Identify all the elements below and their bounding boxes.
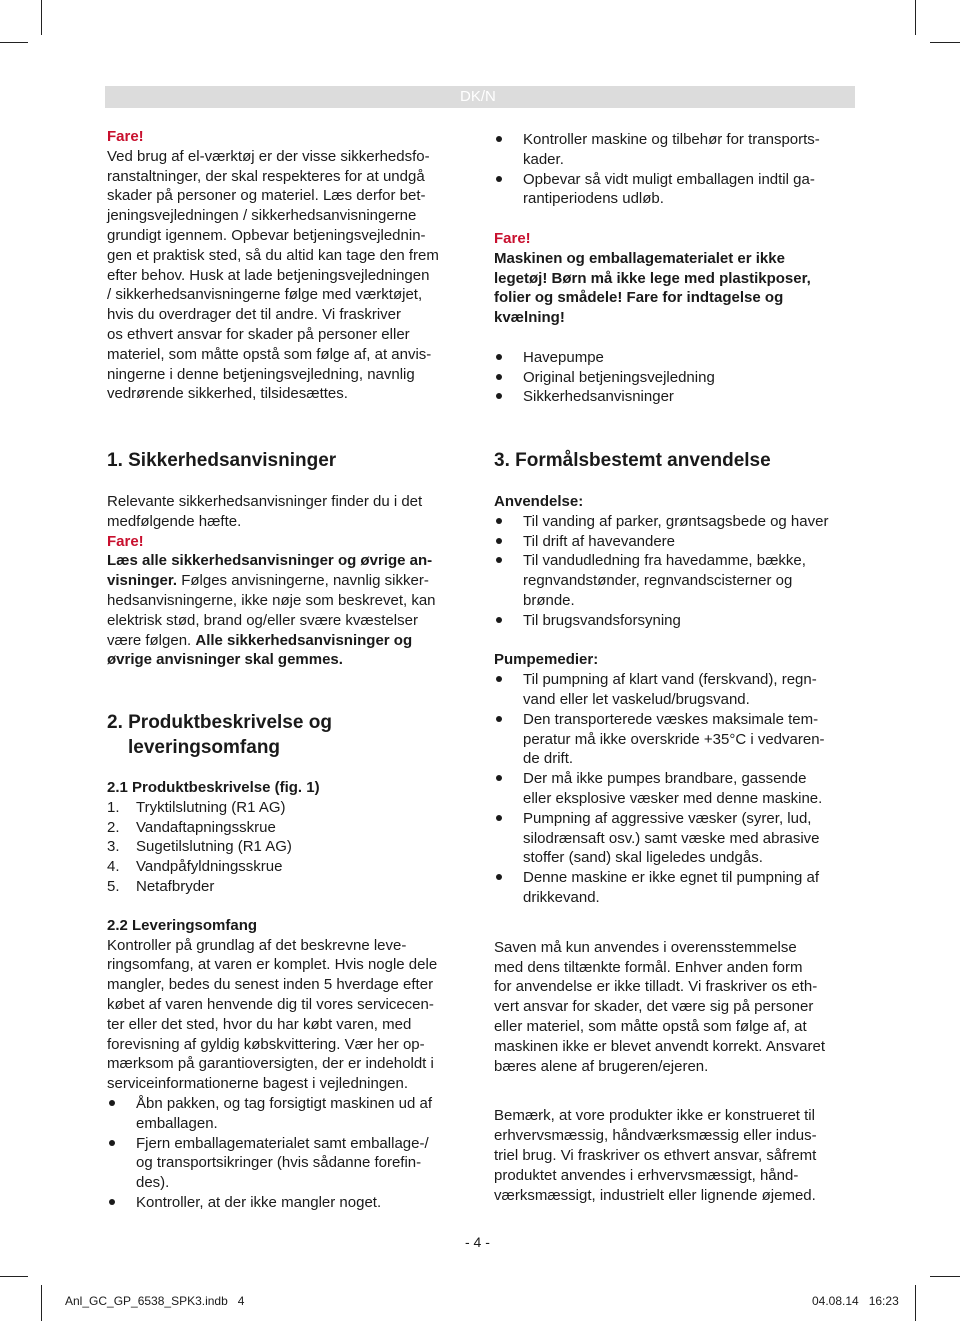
crop-mark [0, 42, 28, 43]
text-line: jeningsvejledningen / sikkerhedsanvisningerne [107, 207, 417, 225]
text-line: triel brug. Vi fraskriver os ethvert ansvar, såfremt [494, 1146, 817, 1164]
fare-label: Fare! [107, 128, 144, 145]
text-line: / sikkerhedsanvisningerne følge med værktøjet, [107, 286, 423, 304]
section-heading: 1. Sikkerhedsanvisninger [107, 450, 337, 471]
footer-filename: Anl_GC_GP_6538_SPK3.indb 4 [65, 1294, 245, 1308]
scope-list [494, 348, 859, 407]
bullet-list [107, 1094, 472, 1213]
section-heading: leveringsomfang [128, 737, 281, 758]
text-line: Ved brug af el-værktøj er der visse sikkerhedsfo- [107, 147, 430, 165]
warning-line: Maskinen og emballagematerialet er ikke [494, 249, 785, 267]
crop-mark [930, 1276, 960, 1277]
list-item: Den transporterede væskes maksimale tem- peratur må ikke overskride +35°C i vedvaren- de drift. [494, 710, 859, 769]
text-line: ter eller det sted, hvor du har købt varen, med [107, 1015, 412, 1033]
list-item: Til vandudledning fra havedamme, bække, regnvandstønder, regnvandscisterner og brønde. [494, 551, 859, 610]
crop-mark [915, 0, 916, 35]
text-line: serviceinformationerne bagest i vejledningen. [107, 1075, 409, 1093]
list-item: Til pumpning af klart vand (ferskvand), regn- vand eller let vaskelud/brugsvand. [494, 670, 859, 710]
text-line: gen et praktisk sted, så du altid kan tage den frem [107, 246, 439, 264]
list-item: Havepumpe [494, 348, 859, 368]
fare-label: Fare! [494, 229, 531, 247]
list-item: Åbn pakken, og tag forsigtigt maskinen ud af emballagen. [107, 1094, 472, 1134]
text-line: øvrige anvisninger skal gemmes. [107, 651, 343, 669]
list-item: Denne maskine er ikke egnet til pumpning af drikkevand. [494, 868, 859, 908]
crop-mark [41, 1285, 42, 1321]
section-heading: 3. Formålsbestemt anvendelse [494, 450, 771, 471]
warning-line: folier og smådele! Fare for indtagelse og [494, 289, 784, 307]
list-item: 2. Vandaftapningsskrue [107, 818, 276, 836]
subheading: 2.2 Leveringsomfang [107, 916, 258, 934]
packaging-notes [494, 130, 859, 407]
usage-list [494, 512, 859, 631]
list-item: 4. Vandpåfyldningsskrue [107, 858, 283, 876]
text-line: med dens tiltænkte formål. Enhver anden form [494, 958, 803, 976]
text-line: vert ansvar for skader, det være sig på personer [494, 998, 814, 1016]
parts-list [107, 798, 472, 897]
text-line: ringsomfang, at varen er komplet. Hvis nogle dele [107, 956, 438, 974]
text-line: produktet anvendes i erhvervsmæssigt, hånd- [494, 1166, 799, 1184]
text-line: hedsanvisningerne, ikke nøje som beskrevet, kan [107, 591, 436, 609]
warning-line: kvælning! [494, 309, 565, 327]
text-line: Saven må kun anvendes i overensstemmelse [494, 938, 797, 956]
list-item: Til vanding af parker, grøntsagsbede og haver [494, 512, 859, 532]
list-item: 5. Netafbryder [107, 877, 215, 895]
subheading: 2.1 Produktbeskrivelse (fig. 1) [107, 779, 320, 796]
media-list [494, 670, 859, 908]
section-heading: 2. Produktbeskrivelse og [107, 712, 332, 733]
text-line: Bemærk, at vore produkter ikke er konstrueret til [494, 1107, 815, 1125]
page-number: - 4 - [465, 1234, 490, 1250]
section-2 [107, 710, 472, 1213]
text-line: maskinen ikke er blevet anvendt korrekt. Ansvaret [494, 1037, 825, 1055]
footer-timestamp: 04.08.14 16:23 [812, 1294, 899, 1308]
text-line: Kontroller på grundlag af det beskrevne leve- [107, 936, 407, 954]
list-item: Opbevar så vidt muligt emballagen indtil ga- rantiperiodens udløb. [494, 170, 859, 210]
list-item: Pumpning af aggressive væsker (syrer, lud, silodrænsaft osv.) samt væske med abrasive stoffer (sand) skal ligeledes undgås. [494, 809, 859, 868]
text-line: bæres alene af brugeren/ejeren. [494, 1057, 709, 1075]
text-line: medfølgende hæfte. [107, 512, 242, 530]
bullet-list [494, 130, 859, 209]
list-item: Kontroller maskine og tilbehør for transports- kader. [494, 130, 859, 170]
list-item: Til drift af havevandere [494, 532, 859, 552]
warning-line: legetøj! Børn må ikke lege med plastikposer, [494, 269, 811, 287]
text-line: vedrørende sikkerhed, tilsidesættes. [107, 385, 348, 403]
text-line: ranstaltninger, der skal respekteres for at undgå [107, 167, 425, 185]
text-line: mærksom på garantioversigten, der er indeholdt i [107, 1055, 434, 1073]
list-item: 1. Tryktilslutning (R1 AG) [107, 798, 286, 816]
language-label: DK/N [460, 88, 496, 105]
section-3 [494, 448, 859, 1205]
text-line: Relevante sikkerhedsanvisninger finder du i det [107, 493, 423, 510]
intro-warning [107, 127, 472, 404]
subheading: Pumpemedier: [494, 651, 599, 669]
list-item: Kontroller, at der ikke mangler noget. [107, 1193, 472, 1213]
list-item: Fjern emballagematerialet samt emballage-/ og transportsikringer (hvis sådanne forefin- des). [107, 1134, 472, 1193]
list-item: Sikkerhedsanvisninger [494, 387, 859, 407]
text-line: værksmæssigt, industrielt eller lignende øjemed. [494, 1186, 816, 1204]
text-line: være følgen. Alle sikkerhedsanvisninger og [107, 631, 413, 649]
text-line: materiel, som måtte opstå som følge af, at anvis- [107, 345, 432, 363]
text-line: visninger. Følges anvisningerne, navnlig sikker- [107, 572, 429, 590]
crop-mark [915, 1285, 916, 1321]
crop-mark [0, 1276, 28, 1277]
list-item: 3. Sugetilslutning (R1 AG) [107, 838, 292, 856]
text-line: hvis du overdrager det til andre. Vi fraskriver [107, 306, 402, 324]
text-line: elektrisk stød, brand og/eller svære kvæstelser [107, 611, 418, 629]
crop-mark [41, 0, 42, 35]
list-item: Der må ikke pumpes brandbare, gassende eller eksplosive væsker med denne maskine. [494, 769, 859, 809]
text-line: eller materiel, som måtte opstå som følge af, at [494, 1017, 807, 1035]
text-line: Læs alle sikkerhedsanvisninger og øvrige an- [107, 552, 433, 570]
text-line: os ethvert ansvar for skader på personer eller [107, 325, 410, 343]
text-line: efter behov. Husk at lade betjeningsvejledningen [107, 266, 430, 284]
text-line: ningerne i denne betjeningsvejledning, navnlig [107, 365, 415, 383]
subheading: Anvendelse: [494, 493, 584, 510]
text-line: mangler, bedes du senest inden 5 hverdage efter [107, 976, 434, 994]
text-line: købet af varen henvende dig til vores servicecen- [107, 995, 434, 1013]
text-line: erhvervsmæssig, håndværksmæssig eller indus- [494, 1127, 817, 1145]
text-line: skader på personer og materiel. Læs derfor bet- [107, 187, 426, 205]
text-line: forevisning af gyldig købskvittering. Vær her op- [107, 1035, 425, 1053]
text-line: grundigt igennem. Opbevar betjeningsvejlednin- [107, 226, 426, 244]
list-item: Original betjeningsvejledning [494, 368, 859, 388]
text-line: for anvendelse er ikke tilladt. Vi fraskriver os eth- [494, 978, 818, 996]
crop-mark [930, 42, 960, 43]
list-item: Til brugsvandsforsyning [494, 611, 859, 631]
section-1 [107, 448, 472, 670]
fare-label: Fare! [107, 532, 144, 550]
